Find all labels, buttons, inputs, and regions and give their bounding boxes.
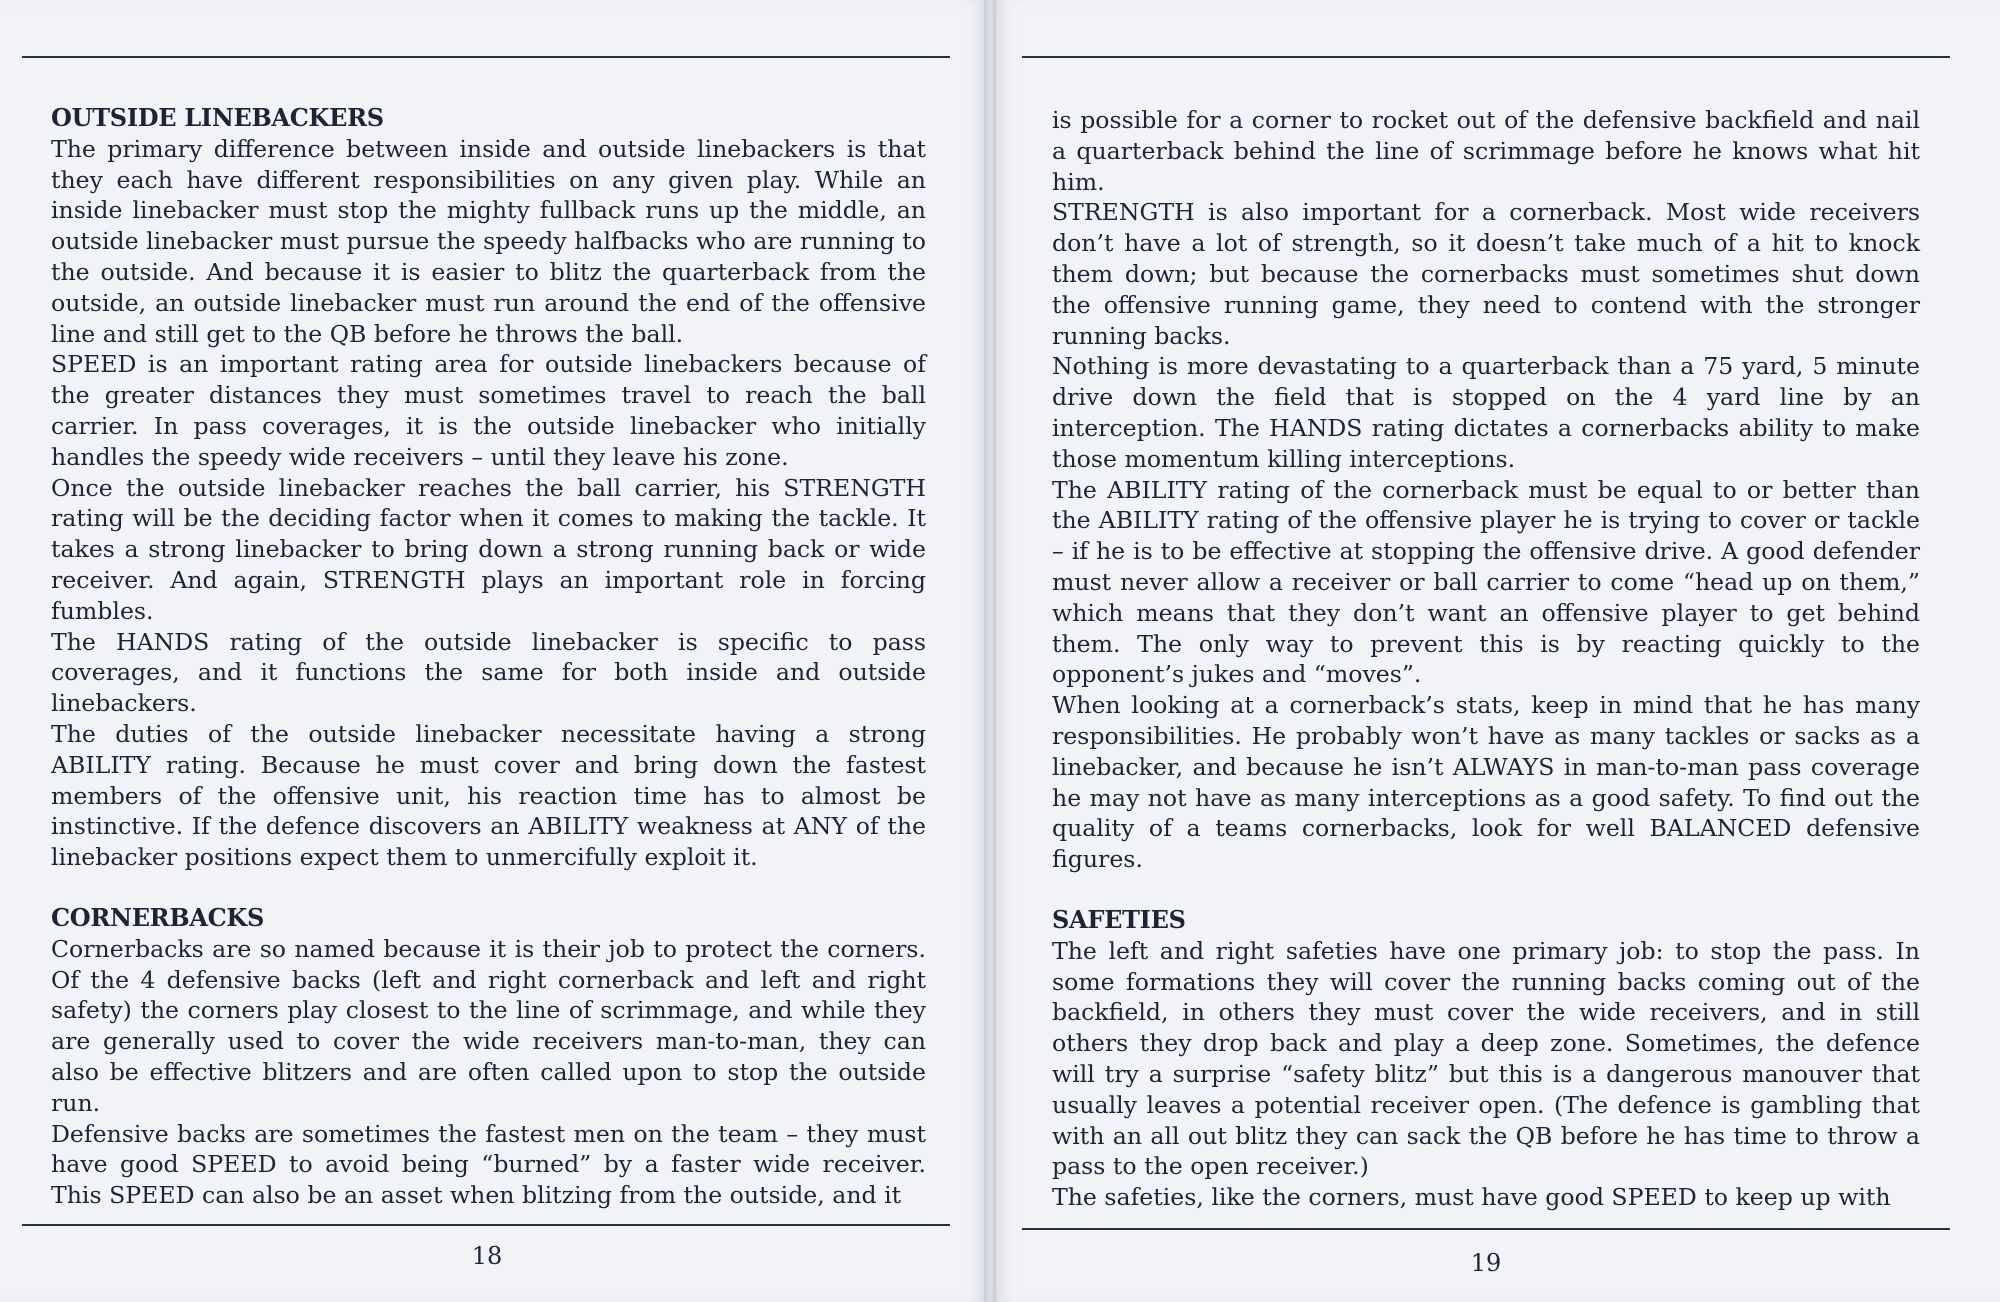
paragraph: The left and right safeties have one primary job: to stop the pass. In some formations they will cover the running backs coming out of the backfield, in others they must cover the wide receivers, and in still others they drop back and play a deep zone. Sometimes, the defence will try a surprise “safety blitz” but this is a dangerous manouver that usually leaves a potential receiver open. (The defence is gambling that with an all out blitz they can sack the QB before he has time to throw a pass to the open receiver.) [1052, 936, 1920, 1181]
paragraph: is possible for a corner to rocket out of the defensive backfield and nail a quarterback behind the line of scrimmage before he knows what hit him. [1052, 106, 1920, 196]
section-heading-cornerbacks: CORNERBACKS [51, 902, 265, 932]
paragraph: The primary difference between inside and outside linebackers is that they each have different responsibilities on any given play. While an inside linebacker must stop the mighty fullback runs up the middle, an outside linebacker must pursue the speedy halfbacks who are running to the outside. And because it is easier to blitz the quarterback from the outside, an outside linebacker must run around the end of the offensive line and still get to the QB before he throws the ball. [51, 134, 926, 348]
section-heading-outside-linebackers: OUTSIDE LINEBACKERS [51, 103, 384, 132]
paragraph: The ABILITY rating of the cornerback must be equal to or better than the ABILITY rating of the offensive player he is trying to cover or tackle – if he is to be effective at stopping the offensive drive. A good defender must never allow a receiver or ball carrier to come “head up on them,” which means that they don’t want an offensive player to get behind them. The only way to prevent this is by reacting quickly to the opponent’s jukes and “moves”. [1052, 475, 1920, 689]
paragraph: The safeties, like the corners, must have good SPEED to keep up with [1052, 1183, 1891, 1212]
top-rule [1022, 56, 1950, 58]
bottom-rule [1022, 1228, 1950, 1230]
paragraph: SPEED is an important rating area for outside linebackers because of the greater distances they must sometimes travel to reach the ball carrier. In pass coverages, it is the outside linebacker who initially handles the speedy wide receivers – until they leave his zone. [51, 350, 926, 471]
paragraph: Cornerbacks are so named because it is their job to protect the corners. Of the 4 defensive backs (left and right cornerback and left and right safety) the corners play closest to the line of scrimmage, and while they are generally used to cover the wide receivers man-to-man, they can also be effective blitzers and are often called upon to stop the outside run. [51, 934, 926, 1117]
paragraph: Nothing is more devastating to a quarterback than a 75 yard, 5 minute drive down the field that is stopped on the 4 yard line by an interception. The HANDS rating dictates a cornerbacks ability to make those momentum killing interceptions. [1052, 352, 1920, 473]
paragraph: The duties of the outside linebacker necessitate having a strong ABILITY rating. Because he must cover and bring down the fastest members of the offensive unit, his reaction time has to almost be instinctive. If the defence discovers an ABILITY weakness at ANY of the linebacker positions expect them to unmercifully exploit it. [51, 719, 926, 872]
paragraph: STRENGTH is also important for a cornerback. Most wide receivers don’t have a lot of strength, so it doesn’t take much of a hit to knock them down; but because the cornerbacks must sometimes shut down the offensive running game, they need to contend with the stronger running backs. [1052, 198, 1920, 350]
book-gutter [984, 0, 996, 1302]
bottom-rule [22, 1224, 950, 1226]
paragraph: Once the outside linebacker reaches the ball carrier, his STRENGTH rating will be the deciding factor when it comes to making the tackle. It takes a strong linebacker to bring down a strong running back or wide receiver. And again, STRENGTH plays an important role in forcing fumbles. [51, 473, 926, 625]
paragraph: Defensive backs are sometimes the fastest men on the team – they must have good SPEED to avoid being “burned” by a faster wide receiver. This SPEED can also be an asset when blitzing from the outside, and it [51, 1119, 926, 1210]
right-page [990, 0, 2000, 1302]
paragraph: When looking at a cornerback’s stats, keep in mind that he has many responsibilities. He probably won’t have as many tackles or sacks as a linebacker, and because he isn’t ALWAYS in man-to-man pass coverage he may not have as many interceptions as a good safety. To find out the quality of a teams cornerbacks, look for well BALANCED defensive figures. [1052, 691, 1920, 874]
page-number: 19 [1470, 1249, 1502, 1277]
top-rule [22, 56, 950, 58]
page-number: 18 [471, 1242, 503, 1270]
right-page-text [1052, 105, 1920, 1213]
left-page [0, 0, 990, 1302]
left-page-text [51, 103, 926, 1211]
section-heading-safeties: SAFETIES [1052, 904, 1186, 934]
paragraph: The HANDS rating of the outside linebacker is specific to pass coverages, and it functions the same for both inside and outside linebackers. [51, 627, 926, 718]
